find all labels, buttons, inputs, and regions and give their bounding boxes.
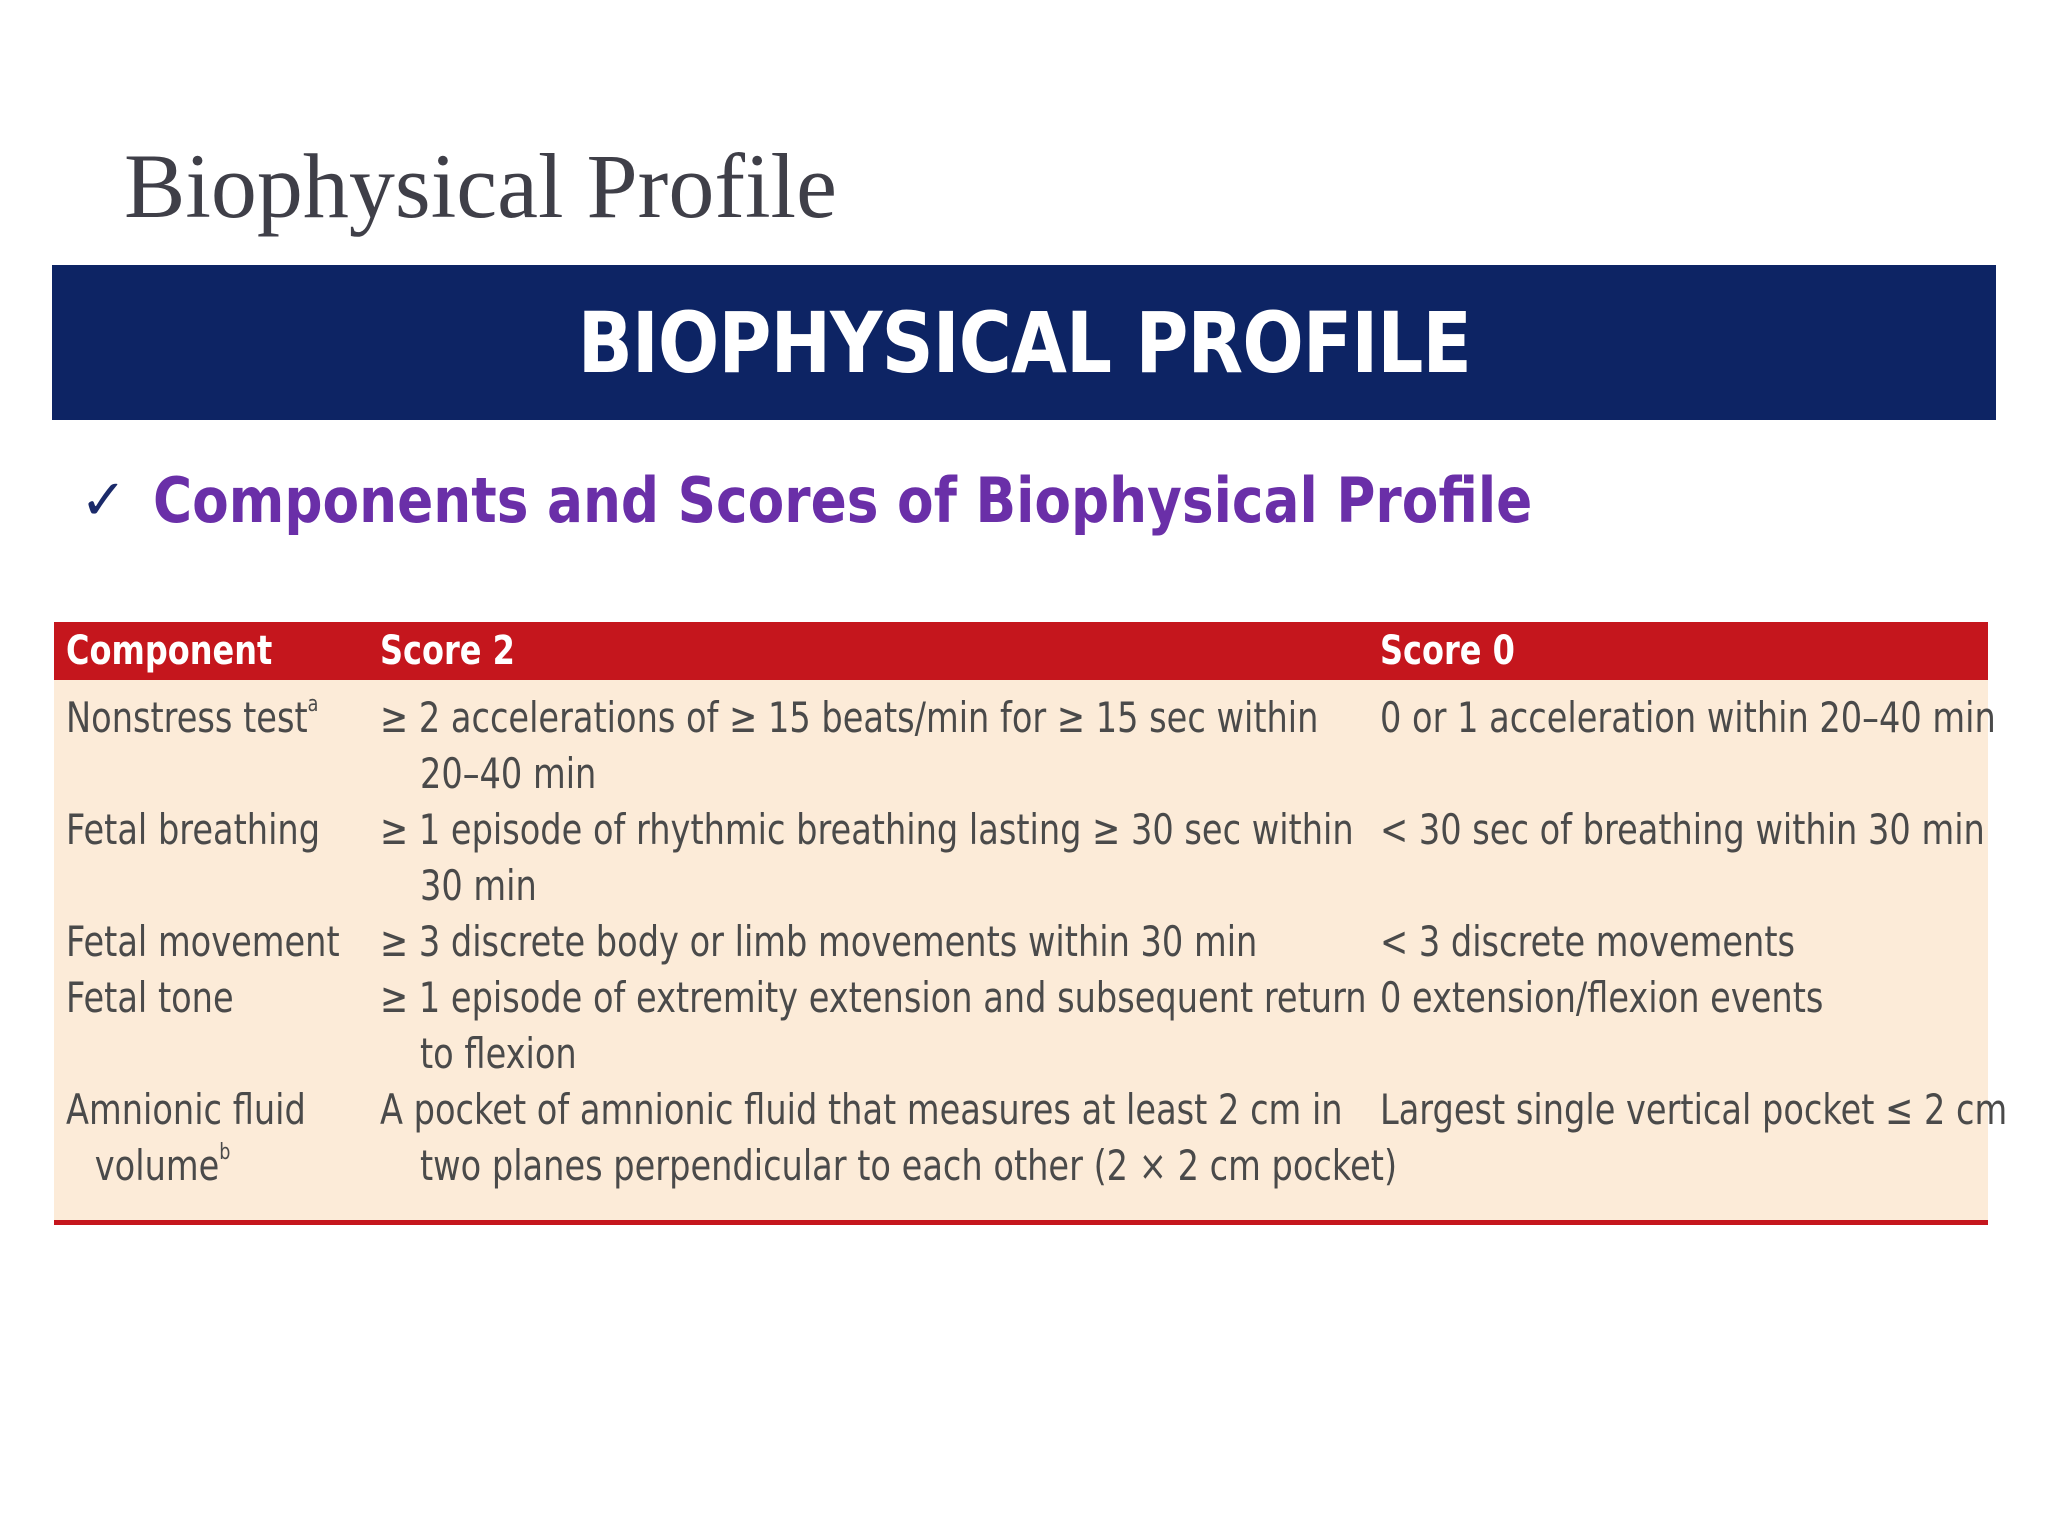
- cell-score-2: ≥ 1 episode of rhythmic breathing lasting ≥ 30 sec within 30 min: [380, 805, 1354, 910]
- header-score-0: Score 0: [1380, 628, 1515, 674]
- cell-component: Fetal breathing: [66, 805, 321, 854]
- cell-score-2: ≥ 1 episode of extremity extension and subsequent return to flexion: [380, 973, 1367, 1078]
- cell-component: Amnionic fluid volume$^b$: [66, 1085, 306, 1190]
- subtitle-text: Components and Scores of Biophysical Profile: [152, 464, 1533, 537]
- cell-score-0: 0 extension/flexion events: [1380, 973, 1824, 1022]
- section-subtitle: [80, 464, 1757, 537]
- cell-score-2: A pocket of amnionic fluid that measures at least 2 cm in two planes perpendicular to each other (2 × 2 cm pocket): [380, 1085, 1398, 1190]
- cell-score-2: ≥ 3 discrete body or limb movements within 30 min: [380, 917, 1258, 966]
- table-header-row: [54, 622, 1988, 680]
- cell-component: Fetal movement: [66, 917, 340, 966]
- cell-component: Fetal tone: [66, 973, 234, 1022]
- cell-component: Nonstress test$^a$: [66, 692, 319, 742]
- cell-score-0: < 3 discrete movements: [1380, 917, 1796, 966]
- cell-score-2: ≥ 2 accelerations of ≥ 15 beats/min for ≥ 15 sec within 20–40 min: [380, 693, 1319, 798]
- cell-score-0: < 30 sec of breathing within 30 min: [1380, 805, 1985, 854]
- header-score-2: Score 2: [380, 628, 515, 674]
- cell-score-0: Largest single vertical pocket ≤ 2 cm: [1380, 1085, 2008, 1134]
- slide-title: Biophysical Profile: [124, 135, 837, 237]
- banner-title: BIOPHYSICAL PROFILE: [577, 293, 1471, 392]
- header-component: Component: [66, 628, 273, 674]
- title-banner: [52, 265, 1996, 420]
- check-icon: ✓: [80, 468, 127, 533]
- bpp-table: [54, 622, 2008, 1225]
- table-body: [54, 680, 2008, 1220]
- cell-score-0: 0 or 1 acceleration within 20–40 min: [1380, 693, 1996, 742]
